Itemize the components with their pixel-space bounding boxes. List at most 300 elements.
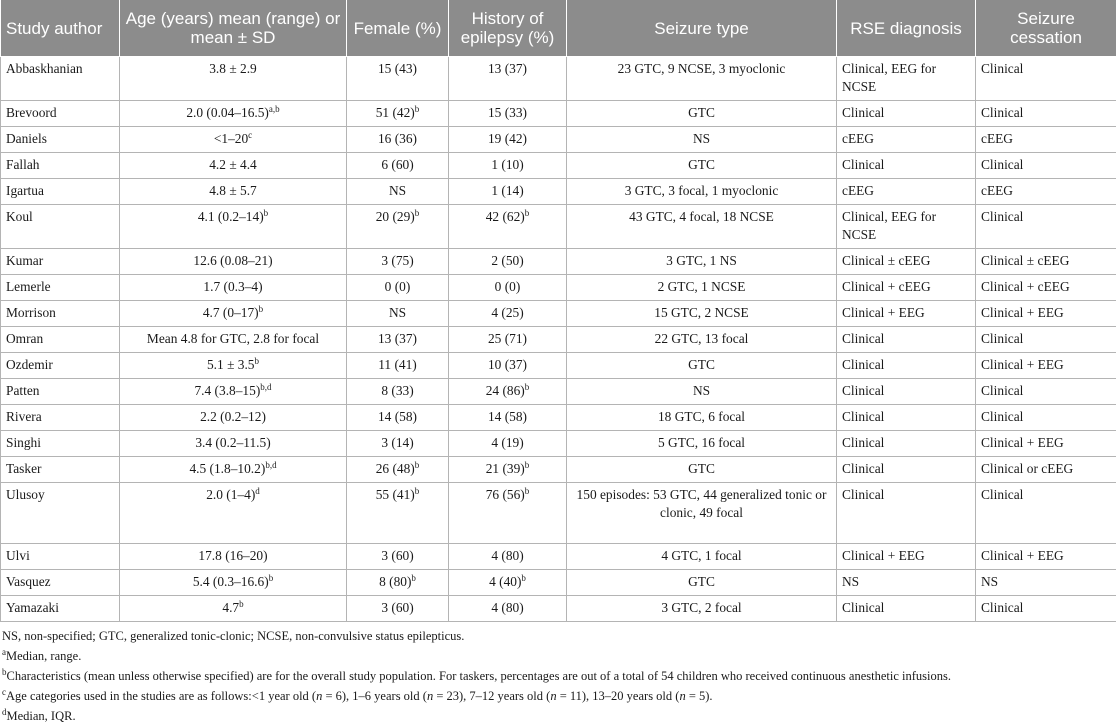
header-seizure-cessation: Seizure cessation — [976, 0, 1116, 57]
seizure-type-cell — [567, 596, 837, 622]
seizure-cessation-cell — [976, 405, 1116, 431]
seizure-type-cell-value: 18 GTC, 6 focal — [657, 409, 746, 424]
rse-diagnosis-cell — [837, 249, 976, 275]
table-row — [1, 179, 1116, 205]
rse-diagnosis-cell — [837, 153, 976, 179]
footnote-text: = 23), 7–12 years old ( — [433, 689, 551, 703]
history-cell — [449, 153, 567, 179]
footnote-mark: c — [2, 687, 6, 697]
study-author-cell-value: Yamazaki — [6, 600, 59, 615]
footnote-text: = 5). — [685, 689, 713, 703]
study-author-cell — [1, 544, 120, 570]
age-cell-value: 4.8 ± 5.7 — [209, 183, 257, 198]
age-cell — [120, 570, 347, 596]
footnote-ref: b — [414, 104, 420, 114]
header-age: Age (years) mean (range) or mean ± SD — [120, 0, 347, 57]
seizure-cessation-cell-value: Clinical + EEG — [981, 305, 1064, 320]
header-row — [1, 0, 1116, 57]
footnote-ref: b — [524, 486, 530, 496]
seizure-type-cell-value: 150 episodes: 53 GTC, 44 generalized tonic or clonic, 49 focal — [576, 487, 827, 520]
study-author-cell — [1, 379, 120, 405]
seizure-cessation-cell — [976, 127, 1116, 153]
history-cell — [449, 101, 567, 127]
rse-diagnosis-cell-value: Clinical — [842, 487, 885, 502]
age-cell-value: 12.6 (0.08–21) — [193, 253, 273, 268]
history-cell — [449, 179, 567, 205]
history-cell-value: 42 (62) — [485, 209, 525, 224]
seizure-type-cell-value: 3 GTC, 3 focal, 1 myoclonic — [624, 183, 779, 198]
seizure-type-cell-value: GTC — [688, 105, 715, 120]
age-cell — [120, 405, 347, 431]
seizure-cessation-cell-value: Clinical + cEEG — [981, 279, 1070, 294]
study-author-cell — [1, 179, 120, 205]
seizure-type-cell-value: 2 GTC, 1 NCSE — [657, 279, 746, 294]
rse-diagnosis-cell-value: cEEG — [842, 183, 874, 198]
study-author-cell — [1, 596, 120, 622]
history-cell-value: 4 (80) — [491, 548, 524, 563]
age-cell — [120, 431, 347, 457]
age-cell — [120, 353, 347, 379]
seizure-cessation-cell — [976, 275, 1116, 301]
seizure-cessation-cell-value: Clinical — [981, 105, 1024, 120]
rse-diagnosis-cell — [837, 596, 976, 622]
age-cell — [120, 179, 347, 205]
history-cell — [449, 596, 567, 622]
footnote-b — [2, 668, 1116, 684]
seizure-type-cell — [567, 57, 837, 101]
seizure-cessation-cell — [976, 101, 1116, 127]
seizure-cessation-cell-value: Clinical — [981, 600, 1024, 615]
age-cell-value: 7.4 (3.8–15) — [194, 383, 261, 398]
female-cell — [347, 57, 449, 101]
female-cell — [347, 457, 449, 483]
study-author-cell — [1, 570, 120, 596]
study-author-cell — [1, 353, 120, 379]
table-row — [1, 379, 1116, 405]
table-row — [1, 57, 1116, 101]
seizure-cessation-cell-value: Clinical — [981, 157, 1024, 172]
seizure-type-cell-value: 23 GTC, 9 NCSE, 3 myoclonic — [617, 61, 786, 76]
rse-diagnosis-cell-value: Clinical + EEG — [842, 548, 925, 563]
age-cell — [120, 544, 347, 570]
female-cell — [347, 275, 449, 301]
age-cell-value: 5.1 ± 3.5 — [206, 357, 255, 372]
female-cell — [347, 301, 449, 327]
rse-diagnosis-cell-value: Clinical — [842, 105, 885, 120]
seizure-cessation-cell — [976, 431, 1116, 457]
female-cell — [347, 327, 449, 353]
age-cell — [120, 57, 347, 101]
table-footnotes — [0, 622, 1116, 724]
female-cell-value: 3 (60) — [381, 548, 414, 563]
seizure-type-cell-value: GTC — [688, 357, 715, 372]
history-cell — [449, 205, 567, 249]
seizure-type-cell — [567, 405, 837, 431]
seizure-type-cell — [567, 153, 837, 179]
age-cell-value: 2.0 (1–4) — [206, 487, 256, 502]
seizure-type-cell — [567, 179, 837, 205]
history-cell — [449, 249, 567, 275]
age-cell-value: 4.1 (0.2–14) — [197, 209, 264, 224]
n-symbol: n — [426, 689, 434, 703]
footnote-text: Age categories used in the studies are as follows:<1 year old ( — [6, 689, 317, 703]
rse-diagnosis-cell — [837, 544, 976, 570]
footnote-ref: d — [255, 486, 260, 496]
study-author-cell — [1, 153, 120, 179]
history-cell-value: 10 (37) — [487, 357, 528, 372]
history-cell-value: 4 (80) — [491, 600, 524, 615]
age-cell — [120, 457, 347, 483]
history-cell — [449, 301, 567, 327]
seizure-cessation-cell-value: Clinical — [981, 331, 1024, 346]
study-author-cell-value: Abbaskhanian — [6, 61, 83, 76]
female-cell — [347, 483, 449, 544]
history-cell — [449, 457, 567, 483]
footnote-ref: b — [258, 304, 264, 314]
seizure-cessation-cell — [976, 596, 1116, 622]
rse-diagnosis-cell-value: Clinical — [842, 357, 885, 372]
header-rse-diagnosis: RSE diagnosis — [837, 0, 976, 57]
footnote-ref: b — [524, 382, 530, 392]
female-cell — [347, 379, 449, 405]
seizure-type-cell — [567, 544, 837, 570]
seizure-cessation-cell — [976, 570, 1116, 596]
rse-diagnosis-cell-value: Clinical ± cEEG — [842, 253, 931, 268]
female-cell-value: NS — [388, 305, 407, 320]
history-cell-value: 14 (58) — [487, 409, 528, 424]
seizure-type-cell-value: 15 GTC, 2 NCSE — [654, 305, 749, 320]
female-cell-value: 55 (41) — [375, 487, 415, 502]
footnote-ref: b — [524, 208, 530, 218]
n-symbol: n — [550, 689, 557, 703]
footnote-text: = 6), 1–6 years old ( — [322, 689, 427, 703]
rse-diagnosis-cell-value: Clinical, EEG for NCSE — [842, 61, 937, 94]
age-cell-value: Mean 4.8 for GTC, 2.8 for focal — [146, 331, 320, 346]
age-cell-value: 1.7 (0.3–4) — [203, 279, 263, 294]
seizure-cessation-cell-value: Clinical — [981, 409, 1024, 424]
history-cell-value: 24 (86) — [485, 383, 525, 398]
seizure-cessation-cell — [976, 153, 1116, 179]
seizure-type-cell-value: 43 GTC, 4 focal, 18 NCSE — [629, 209, 774, 224]
rse-diagnosis-cell-value: Clinical — [842, 331, 885, 346]
seizure-type-cell — [567, 570, 837, 596]
female-cell — [347, 101, 449, 127]
table-row — [1, 301, 1116, 327]
footnote-ref: b — [268, 573, 274, 583]
header-study-author: Study author — [1, 0, 120, 57]
seizure-type-cell — [567, 127, 837, 153]
female-cell-value: 8 (80) — [379, 574, 412, 589]
seizure-cessation-cell-value: Clinical — [981, 209, 1024, 224]
seizure-cessation-cell — [976, 205, 1116, 249]
rse-diagnosis-cell-value: Clinical — [842, 435, 885, 450]
age-cell-value: 17.8 (16–20) — [198, 548, 268, 563]
age-cell — [120, 127, 347, 153]
history-cell — [449, 275, 567, 301]
seizure-cessation-cell — [976, 483, 1116, 544]
study-author-cell-value: Fallah — [6, 157, 40, 172]
seizure-cessation-cell-value: Clinical + EEG — [981, 548, 1064, 563]
study-author-cell — [1, 405, 120, 431]
seizure-cessation-cell-value: Clinical — [981, 61, 1024, 76]
study-author-cell — [1, 127, 120, 153]
female-cell-value: 3 (75) — [381, 253, 414, 268]
seizure-cessation-cell — [976, 327, 1116, 353]
study-author-cell-value: Daniels — [6, 131, 47, 146]
age-cell — [120, 101, 347, 127]
age-cell — [120, 379, 347, 405]
female-cell — [347, 353, 449, 379]
female-cell — [347, 249, 449, 275]
age-cell-value: 2.0 (0.04–16.5) — [186, 105, 269, 120]
footnote-ref: b — [411, 573, 416, 583]
seizure-type-cell — [567, 275, 837, 301]
female-cell-value: 26 (48) — [375, 461, 415, 476]
seizure-cessation-cell-value: Clinical — [981, 383, 1024, 398]
seizure-type-cell-value: 3 GTC, 2 focal — [661, 600, 742, 615]
footnote-ref: b — [414, 460, 420, 470]
age-cell-value: 5.4 (0.3–16.6) — [192, 574, 269, 589]
seizure-cessation-cell-value: Clinical — [981, 487, 1024, 502]
study-author-cell-value: Ozdemir — [6, 357, 53, 372]
history-cell-value: 1 (14) — [491, 183, 524, 198]
study-author-cell — [1, 327, 120, 353]
seizure-cessation-cell — [976, 353, 1116, 379]
seizure-type-cell-value: GTC — [688, 574, 715, 589]
rse-diagnosis-cell — [837, 353, 976, 379]
history-cell-value: 4 (25) — [491, 305, 524, 320]
female-cell-value: 0 (0) — [384, 279, 411, 294]
study-author-cell-value: Rivera — [6, 409, 42, 424]
footnote-mark: d — [2, 707, 7, 717]
history-cell — [449, 353, 567, 379]
seizure-type-cell — [567, 353, 837, 379]
study-author-cell-value: Kumar — [6, 253, 44, 268]
age-cell — [120, 205, 347, 249]
rse-diagnosis-cell — [837, 127, 976, 153]
history-cell-value: 0 (0) — [494, 279, 521, 294]
study-author-cell — [1, 483, 120, 544]
rse-diagnosis-cell — [837, 570, 976, 596]
table-row — [1, 483, 1116, 544]
age-cell-value: 2.2 (0.2–12) — [200, 409, 266, 424]
history-cell-value: 76 (56) — [485, 487, 525, 502]
footnote-a — [2, 648, 1116, 664]
footnote-ref: b — [254, 356, 260, 366]
rse-diagnosis-cell — [837, 301, 976, 327]
table-row — [1, 101, 1116, 127]
footnote-text: Median, range. — [6, 649, 82, 663]
age-cell — [120, 153, 347, 179]
table-row — [1, 596, 1116, 622]
header-female: Female (%) — [347, 0, 449, 57]
study-author-cell-value: Patten — [6, 383, 40, 398]
study-author-cell — [1, 457, 120, 483]
history-cell — [449, 327, 567, 353]
seizure-type-cell-value: 3 GTC, 1 NS — [666, 253, 737, 268]
seizure-type-cell-value: 5 GTC, 16 focal — [657, 435, 746, 450]
footnote-ref: b,d — [265, 460, 277, 470]
rse-diagnosis-cell — [837, 457, 976, 483]
footnote-ref: b — [414, 486, 420, 496]
study-author-cell-value: Ulvi — [6, 548, 30, 563]
table-row — [1, 327, 1116, 353]
study-author-cell-value: Koul — [6, 209, 33, 224]
footnote-ref: b — [521, 573, 526, 583]
study-author-cell-value: Igartua — [6, 183, 44, 198]
study-author-cell — [1, 101, 120, 127]
footnote-mark: a — [2, 647, 6, 657]
rse-diagnosis-cell-value: Clinical + EEG — [842, 305, 925, 320]
female-cell-value: NS — [388, 183, 407, 198]
table-row — [1, 353, 1116, 379]
age-cell-value: 3.4 (0.2–11.5) — [195, 435, 271, 450]
seizure-type-cell — [567, 205, 837, 249]
age-cell-value: 3.8 ± 2.9 — [209, 61, 257, 76]
seizure-cessation-cell — [976, 179, 1116, 205]
footnote-ref: b — [263, 208, 269, 218]
female-cell-value: 3 (14) — [381, 435, 414, 450]
seizure-type-cell — [567, 301, 837, 327]
seizure-cessation-cell-value: Clinical or cEEG — [981, 461, 1074, 476]
age-cell — [120, 301, 347, 327]
rse-diagnosis-cell — [837, 205, 976, 249]
seizure-type-cell — [567, 249, 837, 275]
history-cell — [449, 127, 567, 153]
footnote-text: = 11), 13–20 years old ( — [556, 689, 680, 703]
study-author-cell-value: Morrison — [6, 305, 56, 320]
rse-diagnosis-cell — [837, 379, 976, 405]
rse-diagnosis-cell — [837, 57, 976, 101]
seizure-cessation-cell — [976, 379, 1116, 405]
table-row — [1, 457, 1116, 483]
history-cell — [449, 544, 567, 570]
seizure-type-cell-value: GTC — [688, 461, 715, 476]
seizure-cessation-cell — [976, 57, 1116, 101]
seizure-type-cell — [567, 327, 837, 353]
study-author-cell-value: Ulusoy — [6, 487, 45, 502]
study-author-cell-value: Lemerle — [6, 279, 51, 294]
footnote-ref: b — [414, 208, 420, 218]
study-author-cell — [1, 275, 120, 301]
history-cell — [449, 57, 567, 101]
seizure-cessation-cell — [976, 457, 1116, 483]
table-row — [1, 249, 1116, 275]
history-cell — [449, 431, 567, 457]
history-cell — [449, 570, 567, 596]
table-row — [1, 127, 1116, 153]
study-author-cell — [1, 431, 120, 457]
rse-diagnosis-cell — [837, 431, 976, 457]
seizure-cessation-cell-value: cEEG — [981, 131, 1013, 146]
history-cell-value: 2 (50) — [491, 253, 524, 268]
rse-diagnosis-cell-value: Clinical — [842, 600, 885, 615]
header-seizure-type: Seizure type — [567, 0, 837, 57]
seizure-type-cell — [567, 431, 837, 457]
footnote-ref: b — [239, 599, 244, 609]
history-cell-value: 21 (39) — [485, 461, 525, 476]
seizure-type-cell-value: GTC — [688, 157, 715, 172]
seizure-type-cell-value: 4 GTC, 1 focal — [661, 548, 742, 563]
footnote-ref: b,d — [260, 382, 272, 392]
footnote-ref: c — [248, 130, 253, 140]
rse-diagnosis-cell-value: Clinical — [842, 157, 885, 172]
seizure-cessation-cell-value: Clinical + EEG — [981, 357, 1064, 372]
history-cell — [449, 405, 567, 431]
table-row — [1, 431, 1116, 457]
footnote-ref: b — [524, 460, 530, 470]
history-cell-value: 1 (10) — [491, 157, 524, 172]
female-cell-value: 14 (58) — [377, 409, 418, 424]
footnote-d — [2, 708, 1116, 724]
history-cell-value: 4 (40) — [489, 574, 522, 589]
female-cell — [347, 205, 449, 249]
seizure-type-cell — [567, 101, 837, 127]
table-header — [1, 0, 1116, 57]
age-cell — [120, 249, 347, 275]
female-cell — [347, 179, 449, 205]
footnote-text: Characteristics (mean unless otherwise specified) are for the overall study population. For taskers, percentages are out of a total of 54 children who received continuous anesthetic infusions. — [6, 669, 951, 683]
footnote-text: Median, IQR. — [6, 709, 76, 723]
seizure-type-cell — [567, 483, 837, 544]
study-author-cell — [1, 57, 120, 101]
seizure-type-cell-value: NS — [692, 383, 711, 398]
rse-diagnosis-cell-value: Clinical — [842, 383, 885, 398]
table-body — [1, 57, 1116, 622]
footnote-c — [2, 688, 1116, 704]
n-symbol: n — [316, 689, 323, 703]
rse-diagnosis-cell — [837, 275, 976, 301]
rse-diagnosis-cell — [837, 179, 976, 205]
age-cell-value: <1–20 — [213, 131, 249, 146]
female-cell — [347, 544, 449, 570]
age-cell — [120, 596, 347, 622]
female-cell-value: 3 (60) — [381, 600, 414, 615]
seizure-cessation-cell — [976, 249, 1116, 275]
seizure-type-cell — [567, 457, 837, 483]
rse-diagnosis-cell-value: Clinical, EEG for NCSE — [842, 209, 937, 242]
rse-diagnosis-cell-value: Clinical — [842, 461, 885, 476]
age-cell-value: 4.2 ± 4.4 — [209, 157, 257, 172]
female-cell — [347, 596, 449, 622]
female-cell — [347, 127, 449, 153]
seizure-type-cell-value: 22 GTC, 13 focal — [654, 331, 749, 346]
study-author-cell-value: Vasquez — [6, 574, 51, 589]
female-cell-value: 8 (33) — [381, 383, 414, 398]
study-author-cell — [1, 301, 120, 327]
table-row — [1, 275, 1116, 301]
rse-diagnosis-cell-value: Clinical + cEEG — [842, 279, 931, 294]
female-cell — [347, 431, 449, 457]
rse-diagnosis-cell — [837, 101, 976, 127]
seizure-cessation-cell — [976, 301, 1116, 327]
study-author-cell — [1, 249, 120, 275]
study-author-cell-value: Tasker — [6, 461, 42, 476]
seizure-cessation-cell — [976, 544, 1116, 570]
seizure-type-cell-value: NS — [692, 131, 711, 146]
history-cell-value: 15 (33) — [487, 105, 528, 120]
age-cell-value: 4.5 (1.8–10.2) — [189, 461, 266, 476]
study-author-cell — [1, 205, 120, 249]
age-cell — [120, 483, 347, 544]
history-cell-value: 25 (71) — [487, 331, 528, 346]
seizure-type-cell — [567, 379, 837, 405]
rse-diagnosis-cell-value: cEEG — [842, 131, 874, 146]
seizure-cessation-cell-value: NS — [981, 574, 999, 589]
n-symbol: n — [679, 689, 686, 703]
rse-diagnosis-cell — [837, 483, 976, 544]
age-cell — [120, 275, 347, 301]
